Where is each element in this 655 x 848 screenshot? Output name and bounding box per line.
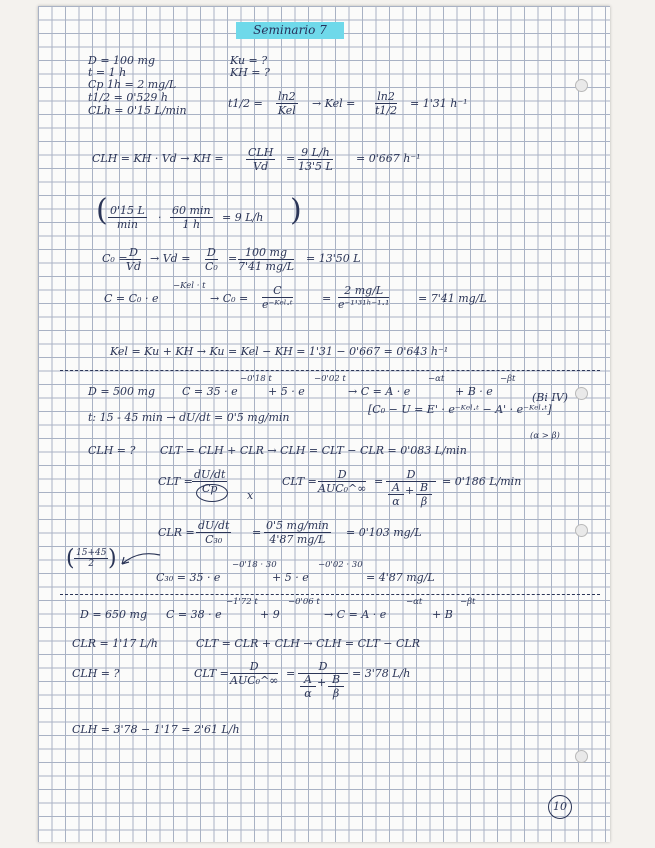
- fraction: $\frac{D}{Vd}$: [126, 246, 141, 273]
- clt-equation: CLT = CLH + CLR → CLH = CLT − CLR = 0'083 L/min: [160, 444, 467, 457]
- c0-label: C₀ =: [102, 252, 128, 265]
- equals: =: [228, 252, 238, 265]
- vd-result: = 13'50 L: [306, 252, 361, 265]
- fraction: 0'15 L min: [110, 204, 145, 231]
- c0-result: = 7'41 mg/L: [418, 292, 487, 305]
- exponent: −βt: [460, 597, 476, 607]
- exponent: −0'02 t: [314, 374, 346, 384]
- given-value: D = 100 mg: [88, 54, 155, 67]
- bracket: ): [290, 193, 302, 228]
- equals: =: [286, 667, 296, 680]
- equals: =: [286, 152, 296, 165]
- clt-result: = 0'186 L/min: [442, 475, 522, 488]
- final-result: CLH = 3'78 − 1'17 = 2'61 L/h: [72, 723, 240, 736]
- fraction: $\frac{dU/dt}{Cp}$: [194, 468, 226, 495]
- circled-cp: [196, 484, 228, 502]
- model-equation: → C = A · e: [324, 608, 387, 621]
- c-equation-plus: + 5 · e: [268, 385, 305, 398]
- c30-plus: + 5 · e: [272, 571, 309, 584]
- fraction: $\frac{D}{\text{C₀}}$: [205, 246, 218, 273]
- page-title: Seminario 7: [236, 22, 344, 39]
- exponent: −0'18 · 30: [232, 560, 277, 570]
- clr-result: = 0'103 mg/L: [346, 526, 422, 539]
- fraction: 60 min 1 h: [172, 204, 211, 231]
- binder-hole: [575, 387, 588, 400]
- exponent: −0'06 t: [288, 597, 320, 607]
- nested-fraction: D A α + B β: [298, 660, 348, 702]
- equals: =: [252, 526, 262, 539]
- bracket: (: [96, 193, 108, 228]
- exponent: −βt: [500, 374, 516, 384]
- equals: =: [322, 292, 332, 305]
- bracket: (: [66, 546, 75, 571]
- half-life-arrow: → Kel =: [312, 97, 356, 110]
- nested-fraction: D A α + B β: [386, 468, 436, 510]
- c30-result: = 4'87 mg/L: [366, 571, 435, 584]
- fraction: ln2 Kel: [277, 90, 296, 117]
- unknown: Ku = ?: [230, 54, 268, 67]
- side-formula: [C₀ − U = E' · e⁻ᴷᵉˡ·ᵗ − A' · e⁻ᴷᵉˡ·ᵗ]: [368, 403, 552, 416]
- fraction: 0'5 mg/min 4'87 mg/L: [266, 519, 329, 546]
- exponent: −αt: [406, 597, 423, 607]
- equals: =: [374, 475, 384, 488]
- fraction: D AUC₀^∞: [318, 468, 367, 495]
- fraction: $\frac{2 mg/L}{\text{e⁻¹'³¹ʰ⁻¹·¹}}$: [338, 284, 390, 311]
- exponent: −Kel · t: [173, 281, 206, 291]
- arrow-icon: [118, 552, 162, 572]
- dot: ·: [158, 211, 162, 224]
- binder-hole: [575, 524, 588, 537]
- dose: D = 650 mg: [80, 608, 147, 621]
- time-interval: t: 15 - 45 min → dU/dt = 0'5 mg/min: [88, 411, 290, 424]
- fraction: $\frac{15+45}{2}$: [76, 548, 107, 569]
- clh-question: CLH = ?: [88, 444, 136, 457]
- clr-label: CLR =: [158, 526, 195, 539]
- c-equation-plus: + 9: [260, 608, 280, 621]
- bracket: ): [108, 546, 117, 571]
- dose: D = 500 mg: [88, 385, 155, 398]
- kh-result: = 0'667 h⁻¹: [356, 152, 421, 165]
- clr-value: CLR = 1'17 L/h: [72, 637, 158, 650]
- notebook-page: [38, 6, 610, 842]
- model-tag: (Bi IV): [532, 391, 568, 404]
- binder-hole: [575, 79, 588, 92]
- c0-arrow: → C₀ =: [210, 292, 249, 305]
- clt-label: CLT =: [194, 667, 229, 680]
- clt-label: CLT =: [158, 475, 193, 488]
- exponent: −0'02 · 30: [318, 560, 363, 570]
- model-equation: → C = A · e: [348, 385, 411, 398]
- unknown: KH = ?: [230, 66, 270, 79]
- fraction: D AUC₀^∞: [230, 660, 279, 687]
- divider: [60, 370, 600, 371]
- fraction: $\frac{100 mg}{7'41 mg/L}$: [238, 246, 294, 273]
- clh-question: CLH = ?: [72, 667, 120, 680]
- exponent: −αt: [428, 374, 445, 384]
- fraction: CLH Vd: [248, 146, 274, 173]
- given-value: Cp 1h = 2 mg/L: [88, 78, 177, 91]
- given-value: CLh = 0'15 L/min: [88, 104, 187, 117]
- clt-label: CLT =: [282, 475, 317, 488]
- c30-equation: C₃₀ = 35 · e: [156, 571, 221, 584]
- given-value: t1/2 = 0'529 h: [88, 91, 168, 104]
- binder-hole: [575, 750, 588, 763]
- exponent: −1'72 t: [226, 597, 258, 607]
- given-value: t = 1 h: [88, 66, 127, 79]
- times-mark: x: [247, 489, 254, 502]
- kel-ku-equation: Kel = Ku + KH → Ku = Kel − KH = 1'31 − 0'667 = 0'643 h⁻¹: [110, 345, 449, 358]
- kel-result: = 1'31 h⁻¹: [410, 97, 468, 110]
- divider: [60, 594, 600, 595]
- c-equation: C = 38 · e: [166, 608, 222, 621]
- page-number: 10: [548, 795, 572, 819]
- alpha-beta-note: (α > β): [530, 431, 560, 441]
- model-equation-plus: + B: [432, 608, 453, 621]
- fraction: C e⁻ᴷᵉˡ·ᵗ: [262, 284, 293, 311]
- clh-equation: CLH = KH · Vd → KH =: [92, 152, 224, 165]
- fraction: $\frac{dU/dt}{\text{C₃₀}}$: [198, 519, 230, 546]
- clt-equation: CLT = CLR + CLH → CLH = CLT − CLR: [196, 637, 421, 650]
- fraction: $\frac{\ln 2}{t1/2}$: [375, 90, 398, 117]
- conversion-result: = 9 L/h: [222, 211, 264, 224]
- model-equation-plus: + B · e: [455, 385, 493, 398]
- c-equation: C = 35 · e: [182, 385, 238, 398]
- fraction: $\frac{9 L/h}{13'5 L}$: [298, 146, 333, 173]
- vd-arrow: → Vd =: [150, 252, 191, 265]
- exponent: −0'18 t: [240, 374, 272, 384]
- clt-result: = 3'78 L/h: [352, 667, 411, 680]
- c-equation: C = C₀ · e: [104, 292, 159, 305]
- half-life-lhs: t1/2 =: [228, 97, 263, 110]
